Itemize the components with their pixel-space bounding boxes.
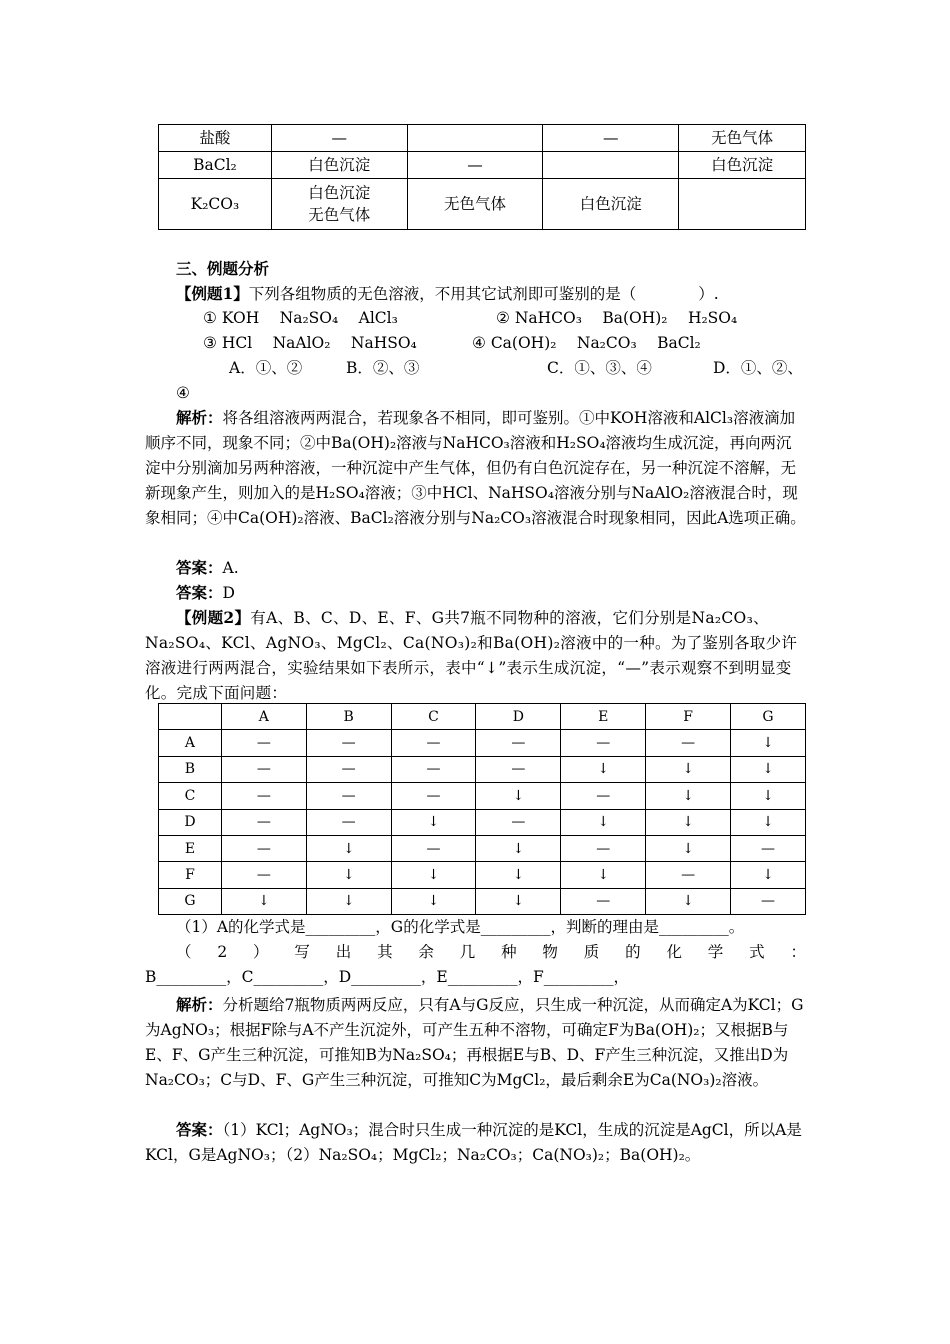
table2-cell: B (159, 756, 222, 782)
table2-cell: ↓ (646, 756, 731, 782)
table2-cell: A (159, 730, 222, 756)
table2-cell: — (561, 835, 646, 861)
example-2-question-2-blanks: B_________，C_________，D_________，E_________，F_________， (145, 968, 629, 986)
table2-cell: — (306, 730, 391, 756)
example-1-answer-2: 答案：D (176, 583, 235, 602)
table2-cell: — (731, 888, 806, 914)
example-1-choice-c: C．①、③、④ (547, 359, 652, 377)
table1-row (159, 179, 806, 230)
table2-cell: D (159, 809, 222, 835)
table2-cell: F (159, 862, 222, 888)
table2-cell: — (391, 783, 476, 809)
table2-cell: ↓ (476, 783, 561, 809)
table2-cell: ↓ (476, 888, 561, 914)
table2-cell: ↓ (646, 783, 731, 809)
example-1-option-3: ③ HCl NaAlO₂ NaHSO₄ (203, 334, 417, 352)
example-1-choice-a: A．①、② (229, 359, 303, 377)
table2-cell: ↓ (646, 888, 731, 914)
table2-row (159, 783, 806, 809)
table2-cell: F (646, 704, 731, 730)
table2-cell: A (221, 704, 306, 730)
table1-cell: — (543, 125, 679, 152)
table2-cell: — (646, 862, 731, 888)
table2-cell: ↓ (646, 835, 731, 861)
table2-cell: ↓ (731, 862, 806, 888)
table2-cell (159, 704, 222, 730)
table2-cell: — (306, 809, 391, 835)
example-2-question-2-head: （2）写出其余几种物质的化学式： (176, 943, 806, 961)
table2-row (159, 730, 806, 756)
table2-cell: ↓ (391, 888, 476, 914)
table2-cell: ↓ (306, 835, 391, 861)
table2-cell: ↓ (306, 862, 391, 888)
section-heading: 三、例题分析 (176, 259, 270, 278)
table2-row (159, 756, 806, 782)
table2-cell: — (561, 783, 646, 809)
table2-cell: ↓ (476, 862, 561, 888)
table1-cell: 白色沉淀 (543, 179, 679, 230)
table2-cell: ↓ (391, 809, 476, 835)
table2-cell: ↓ (731, 730, 806, 756)
table2-header-row (159, 704, 806, 730)
table1-cell: 白色沉淀 (679, 152, 806, 179)
table2-cell: — (221, 730, 306, 756)
table2-cell: — (476, 809, 561, 835)
table2-cell: ↓ (646, 809, 731, 835)
table1-cell: — (407, 152, 543, 179)
example-1-choice-b: B．②、③ (346, 359, 420, 377)
example-1-option-4: ④ Ca(OH)₂ Na₂CO₃ BaCl₂ (472, 334, 701, 352)
table1-cell (543, 152, 679, 179)
example-2-question: 【例题2】有A、B、C、D、E、F、G共7瓶不同物种的溶液，它们分别是Na₂CO₃、Na₂SO₄、KCl、AgNO₃、MgCl₂、Ca(NO₃)₂和Ba(OH)₂溶液中的一种。为了鉴别各取少许溶液进行两两混合，实验结果如下表所示，表中“↓”表示生成沉淀，“—”表示观察不到明显变化。完成下面问题： (145, 608, 798, 702)
table2-cell: ↓ (561, 862, 646, 888)
example-1-question: 【例题1】下列各组物质的无色溶液，不用其它试剂即可鉴别的是（ ）. (176, 284, 719, 303)
table1-cell: 盐酸 (159, 125, 272, 152)
example-2-question-1: （1）A的化学式是_________，G的化学式是_________，判断的理由是_________。 (176, 918, 745, 936)
table2-cell: ↓ (476, 835, 561, 861)
table2-cell: ↓ (561, 756, 646, 782)
table2-row (159, 888, 806, 914)
table2-cell: — (561, 730, 646, 756)
table2-cell: — (221, 835, 306, 861)
table1-cell: BaCl₂ (159, 152, 272, 179)
table2-cell: ↓ (391, 862, 476, 888)
table2-cell: G (159, 888, 222, 914)
table2-cell: — (306, 756, 391, 782)
example-1-choice-d-cont: ④ (176, 384, 190, 402)
table2-cell: C (159, 783, 222, 809)
table2-cell: ↓ (731, 809, 806, 835)
table2-cell: — (391, 835, 476, 861)
table2-cell: — (476, 756, 561, 782)
example-1-choice-d: D．①、②、 (713, 359, 803, 377)
example-2-answer: 答案：（1）KCl；AgNO₃；混合时只生成一种沉淀的是KCl，生成的沉淀是AgCl，所以A是KCl，G是AgNO₃；（2）Na₂SO₄；MgCl₂；Na₂CO₃；Ca(NO₃)₂；Ba(OH)₂。 (145, 1120, 802, 1164)
table2-cell: E (159, 835, 222, 861)
example-2-analysis: 解析：分析题给7瓶物质两两反应，只有A与G反应，只生成一种沉淀，从而确定A为KCl；G为AgNO₃；根据F除与A不产生沉淀外，可产生五种不溶物，可确定F为Ba(OH)₂；又根据B与E、F、G产生三种沉淀，可推知B为Na₂SO₄；再根据E与B、D、F产生三种沉淀，又推出D为Na₂CO₃；C与D、F、G产生三种沉淀，可推知C为MgCl₂，最后剩余E为Ca(NO₃)₂溶液。 (145, 995, 804, 1089)
table1-cell: K₂CO₃ (159, 179, 272, 230)
table2-cell: ↓ (731, 756, 806, 782)
example-1-option-2: ② NaHCO₃ Ba(OH)₂ H₂SO₄ (496, 309, 738, 327)
table2-cell: G (731, 704, 806, 730)
table1-cell: 无色气体 (407, 179, 543, 230)
table2-cell: — (731, 835, 806, 861)
table2-cell: — (391, 730, 476, 756)
table1-cell: — (271, 125, 407, 152)
table2-cell: ↓ (221, 888, 306, 914)
table2-cell: — (646, 730, 731, 756)
table2-cell: ↓ (306, 888, 391, 914)
table2-row (159, 809, 806, 835)
table2-cell: — (221, 756, 306, 782)
table2-cell: D (476, 704, 561, 730)
table1-cell: 无色气体 (679, 125, 806, 152)
table1-cell: 白色沉淀 无色气体 (271, 179, 407, 230)
table2-row (159, 862, 806, 888)
table2-row (159, 835, 806, 861)
example-1-analysis: 解析：将各组溶液两两混合，若现象各不相同，即可鉴别。①中KOH溶液和AlCl₃溶液滴加顺序不同，现象不同；②中Ba(OH)₂溶液与NaHCO₃溶液和H₂SO₄溶液均生成沉淀，再向两沉淀中分别滴加另两种溶液，一种沉淀中产生气体，但仍有白色沉淀存在，另一种沉淀不溶解，无新现象产生，则加入的是H₂SO₄溶液；③中HCl、NaHSO₄溶液分别与NaAlO₂溶液混合时，现象相同；④中Ca(OH)₂溶液、BaCl₂溶液分别与Na₂CO₃溶液混合时现象相同，因此A选项正确。 (145, 408, 806, 527)
table2-cell: ↓ (561, 809, 646, 835)
table2-cell: — (221, 809, 306, 835)
table2-cell: E (561, 704, 646, 730)
table2-cell: — (391, 756, 476, 782)
table1-cell (407, 125, 543, 152)
table1-cell (679, 179, 806, 230)
table2-cell: — (476, 730, 561, 756)
table2-cell: — (221, 783, 306, 809)
table1-row (159, 125, 806, 152)
table2-cell: B (306, 704, 391, 730)
table1-cell: 白色沉淀 (271, 152, 407, 179)
table2-cell: — (221, 862, 306, 888)
example-1-option-1: ① KOH Na₂SO₄ AlCl₃ (203, 309, 398, 327)
table1-row (159, 152, 806, 179)
table2-cell: — (561, 888, 646, 914)
table2-cell: — (306, 783, 391, 809)
reaction-table-continued (158, 124, 806, 230)
table2-cell: C (391, 704, 476, 730)
mixing-result-table (158, 703, 806, 915)
table2-cell: ↓ (731, 783, 806, 809)
example-1-answer: 答案：A. (176, 558, 239, 577)
